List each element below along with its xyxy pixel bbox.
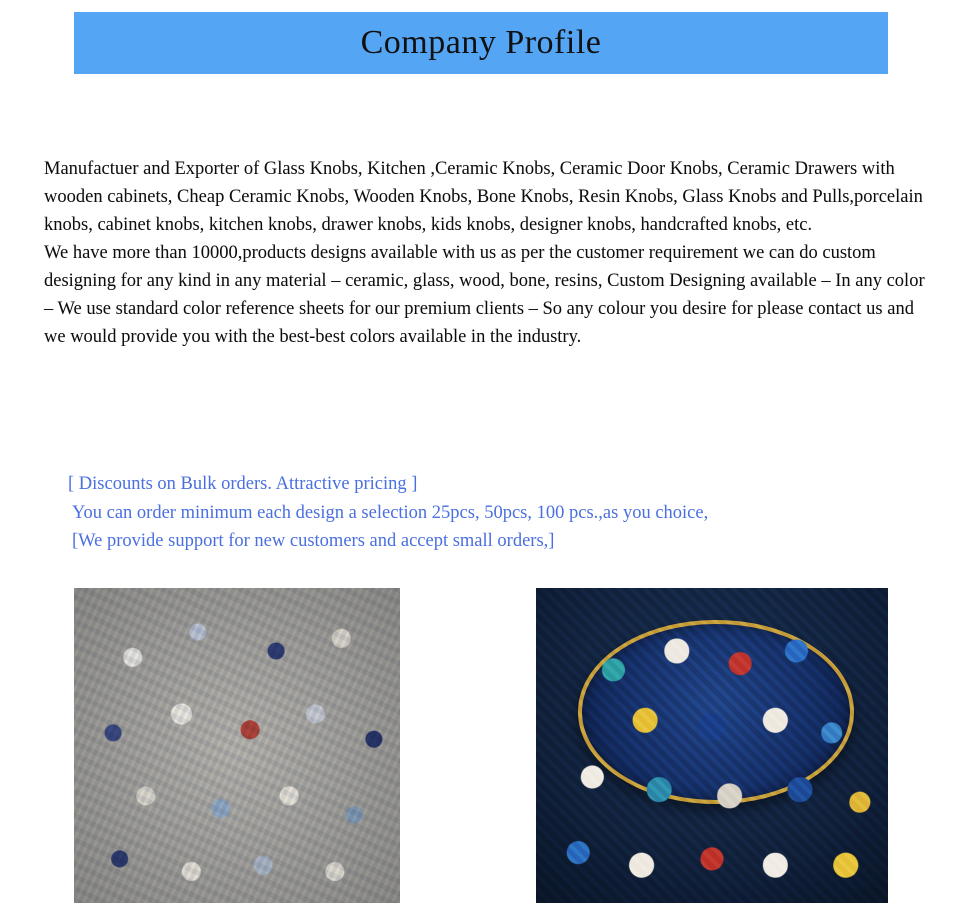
knob-bowl-image [536, 588, 888, 903]
note-line-support: [We provide support for new customers and accept small orders,] [72, 531, 555, 551]
page-title-banner [74, 12, 888, 74]
profile-paragraph-2: We have more than 10000,products designs available with us as per the customer requirement we can do custom designing for any kind in any material – ceramic, glass, wood, bone, resins, Custom Designing available – In any color – We use standard color reference sheets for our premium clients – So any colour you desire for please contact us and we would provide you with the best-best colors available in the industry. [44, 243, 925, 347]
profile-paragraph-1: Manufactuer and Exporter of Glass Knobs, Kitchen ,Ceramic Knobs, Ceramic Door Knobs, Ceramic Drawers with wooden cabinets, Cheap Ceramic Knobs, Wooden Knobs, Bone Knobs, Resin Knobs, Glass Knobs and Pulls,porcelain knobs, cabinet knobs, kitchen knobs, drawer knobs, kids knobs, designer knobs, handcrafted knobs, etc. [44, 159, 923, 235]
page-title: Company Profile [360, 24, 602, 61]
order-notes-block [68, 470, 948, 556]
knob-pile-graphic [74, 588, 400, 903]
note-line-minimum-order: You can order minimum each design a selection 25pcs, 50pcs, 100 pcs.,as you choice, [72, 502, 709, 523]
knob-bowl-graphic [536, 588, 888, 903]
knob-scatter-shapes [536, 588, 888, 903]
note-line-discounts: [ Discounts on Bulk orders. Attractive pricing ] [68, 474, 418, 494]
profile-text-block [44, 155, 934, 351]
knob-pile-image [74, 588, 400, 903]
